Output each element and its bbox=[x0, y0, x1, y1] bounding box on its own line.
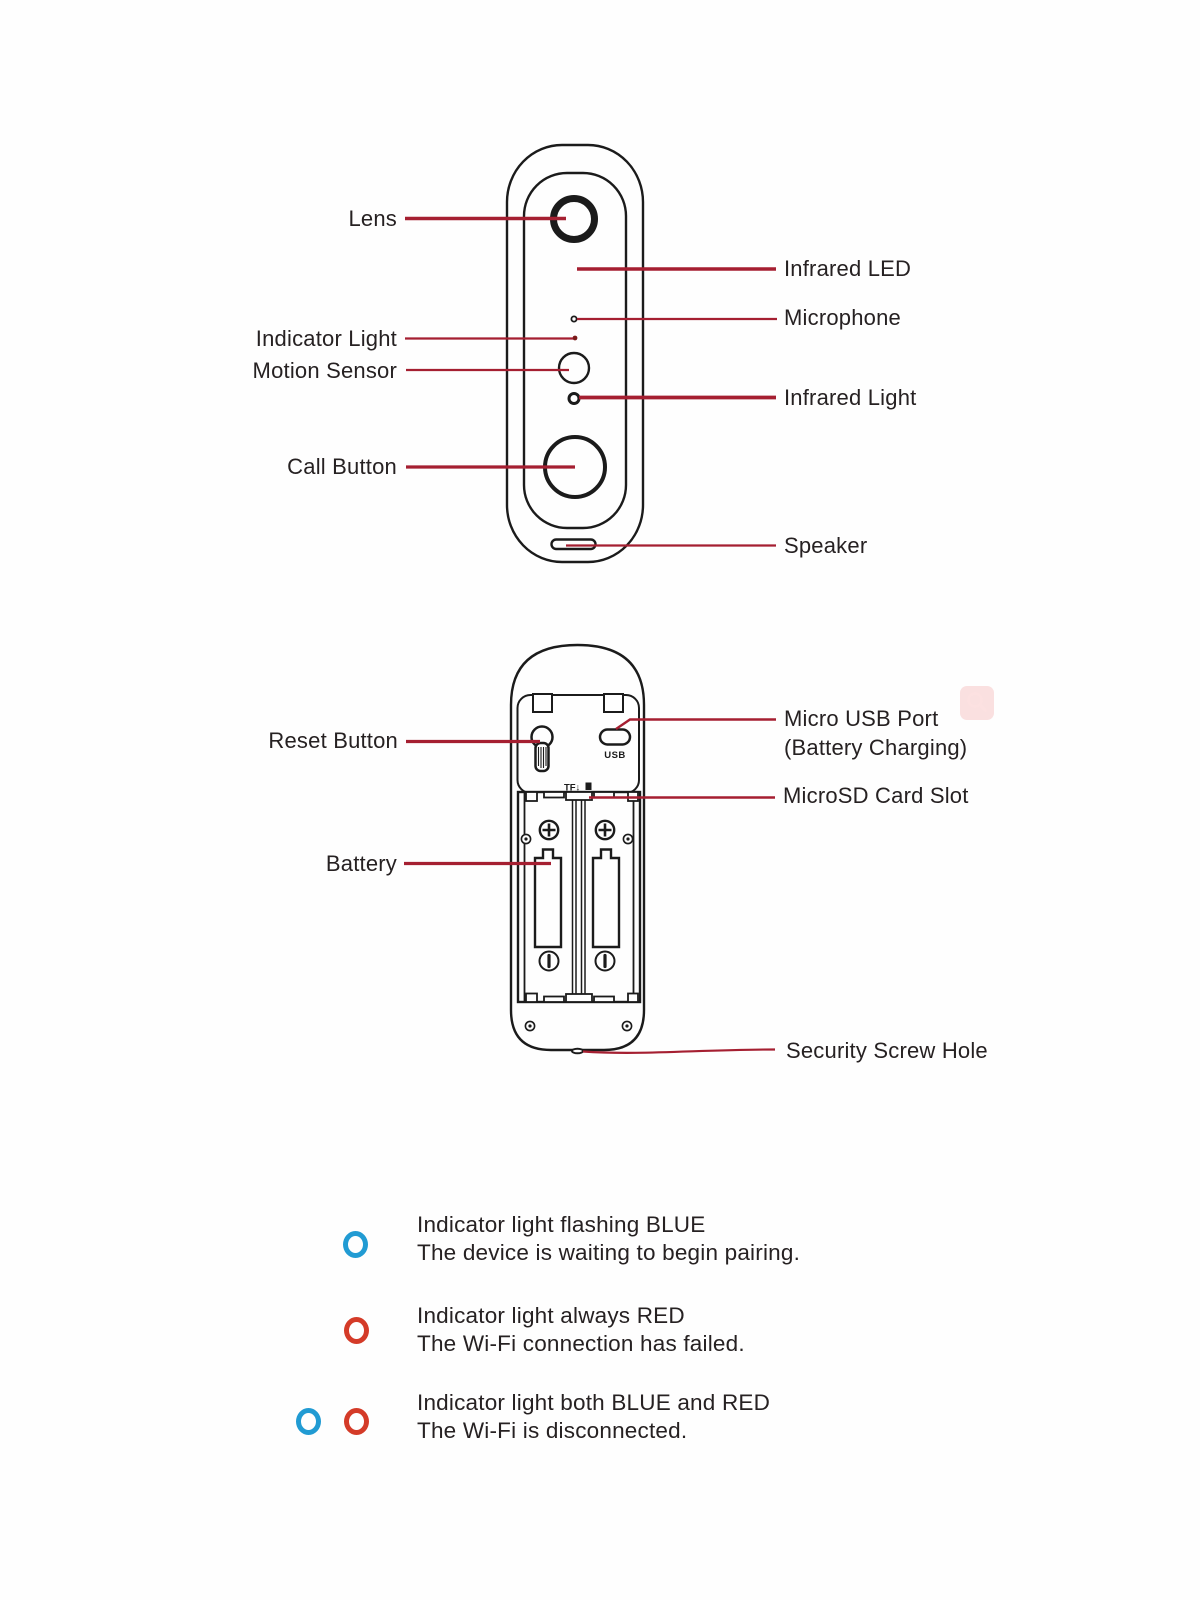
label-battery: Battery bbox=[325, 851, 397, 876]
front-view-device bbox=[507, 145, 643, 562]
usb-marking: USB bbox=[604, 750, 626, 761]
legend-desc: The device is waiting to begin pairing. bbox=[417, 1240, 801, 1265]
label-lens: Lens bbox=[348, 206, 397, 231]
red-indicator-icon bbox=[344, 1317, 369, 1344]
micro-usb-port bbox=[600, 730, 630, 745]
label-micro-usb-port: Micro USB Port bbox=[784, 706, 939, 731]
label-battery-charging: (Battery Charging) bbox=[784, 735, 968, 760]
sd-card-glyph bbox=[586, 783, 592, 791]
compartment-tab-right bbox=[604, 694, 623, 712]
label-motion-sensor: Motion Sensor bbox=[252, 358, 397, 383]
security-screw-hole bbox=[572, 1049, 583, 1054]
label-microsd-card-slot: MicroSD Card Slot bbox=[783, 783, 969, 808]
phillips-screw-left bbox=[540, 821, 558, 839]
speaker-slot bbox=[552, 540, 596, 550]
label-indicator-light: Indicator Light bbox=[255, 326, 397, 351]
label-speaker: Speaker bbox=[784, 533, 868, 558]
legend-title: Indicator light always RED bbox=[417, 1303, 685, 1328]
label-call-button: Call Button bbox=[287, 454, 397, 479]
label-reset-button: Reset Button bbox=[268, 728, 398, 753]
tf-marking: TF↓ bbox=[564, 782, 581, 794]
blue-indicator-icon bbox=[343, 1231, 368, 1258]
magnifier-icon bbox=[960, 686, 994, 720]
label-infrared-light: Infrared Light bbox=[784, 385, 917, 410]
legend-title: Indicator light both BLUE and RED bbox=[417, 1390, 771, 1415]
legend-desc: The Wi-Fi is disconnected. bbox=[417, 1418, 688, 1443]
infrared-light-hole bbox=[569, 394, 579, 404]
battery-slot-right bbox=[593, 850, 619, 948]
zoom-watermark-icon bbox=[960, 686, 994, 720]
label-security-screw-hole: Security Screw Hole bbox=[786, 1038, 988, 1063]
label-infrared-led: Infrared LED bbox=[784, 256, 912, 281]
legend-title: Indicator light flashing BLUE bbox=[417, 1212, 706, 1237]
compartment-tab-left bbox=[533, 694, 552, 712]
red-indicator-icon bbox=[344, 1408, 369, 1435]
back-view-device bbox=[511, 645, 644, 1053]
legend-desc: The Wi-Fi connection has failed. bbox=[417, 1331, 745, 1356]
motion-sensor bbox=[559, 353, 589, 383]
phillips-screw-right bbox=[596, 821, 614, 839]
blue-indicator-icon bbox=[296, 1408, 321, 1435]
reset-button bbox=[532, 727, 553, 772]
label-microphone: Microphone bbox=[784, 305, 901, 330]
indicator-light-dot bbox=[573, 336, 578, 341]
microphone-hole bbox=[571, 316, 576, 321]
